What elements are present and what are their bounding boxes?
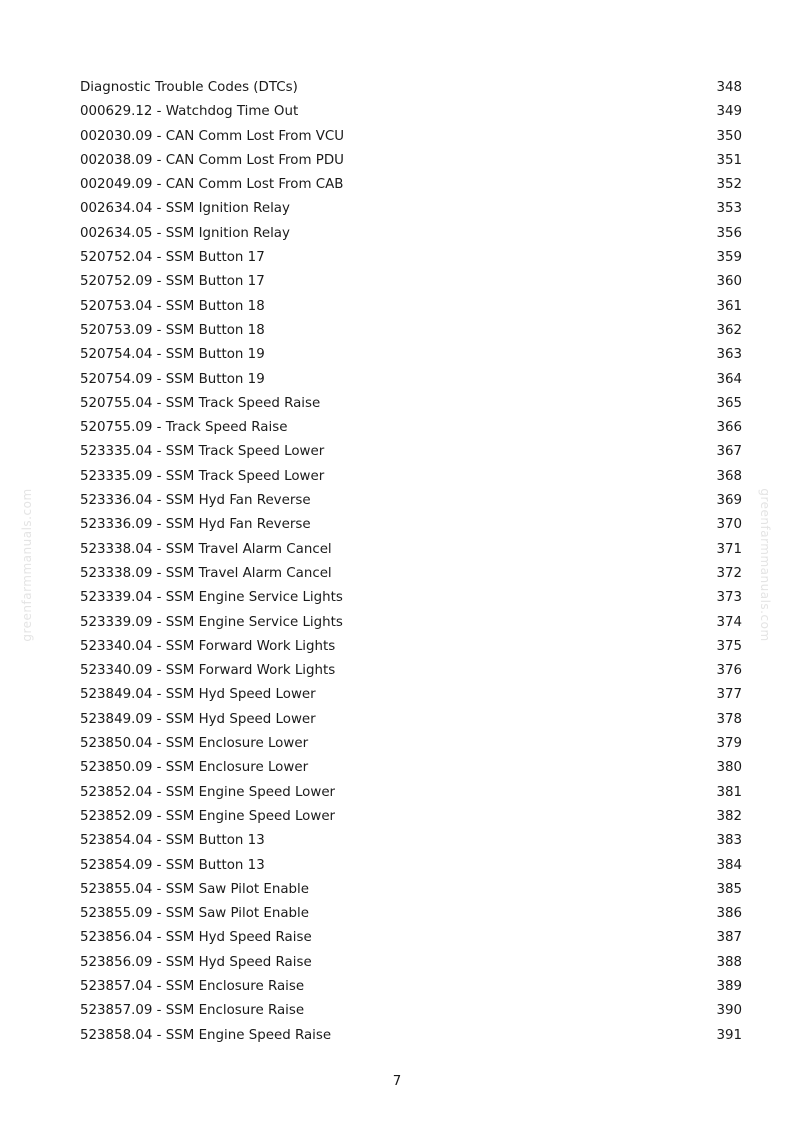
toc-entry-title: 523335.09 - SSM Track Speed Lower xyxy=(80,468,325,484)
toc-entry[interactable] xyxy=(80,343,742,367)
toc-entry[interactable] xyxy=(80,635,742,659)
toc-entry-title: 523854.09 - SSM Button 13 xyxy=(80,857,265,873)
toc-entry-page: 353 xyxy=(716,201,742,217)
toc-entry-page: 380 xyxy=(716,760,742,776)
toc-entry[interactable] xyxy=(80,465,742,489)
toc-entry-title: 520753.04 - SSM Button 18 xyxy=(80,298,265,314)
toc-entry[interactable] xyxy=(80,951,742,975)
toc-entry-page: 382 xyxy=(716,808,742,824)
toc-entry[interactable] xyxy=(80,125,742,149)
toc-entry-page: 381 xyxy=(716,784,742,800)
toc-entry[interactable] xyxy=(80,368,742,392)
toc-entry-title: 523340.04 - SSM Forward Work Lights xyxy=(80,638,336,654)
toc-entry-page: 383 xyxy=(716,833,742,849)
toc-entry-page: 377 xyxy=(716,687,742,703)
toc-entry-title: 002634.04 - SSM Ignition Relay xyxy=(80,201,290,217)
toc-entry[interactable] xyxy=(80,805,742,829)
toc-entry-page: 356 xyxy=(716,225,742,241)
toc-entry-page: 388 xyxy=(716,954,742,970)
toc-entry-title: 002038.09 - CAN Comm Lost From PDU xyxy=(80,152,344,168)
watermark-right: greenfarmmanuals.com xyxy=(758,488,772,642)
toc-entry-title: 523856.04 - SSM Hyd Speed Raise xyxy=(80,930,312,946)
toc-entry-title: 523855.09 - SSM Saw Pilot Enable xyxy=(80,906,310,922)
toc-entry[interactable] xyxy=(80,392,742,416)
toc-entry-title: 523852.09 - SSM Engine Speed Lower xyxy=(80,808,336,824)
toc-entry[interactable] xyxy=(80,76,742,100)
toc-entry-title: 523850.04 - SSM Enclosure Lower xyxy=(80,736,309,752)
toc-entry[interactable] xyxy=(80,513,742,537)
toc-entry[interactable] xyxy=(80,100,742,124)
toc-entry[interactable] xyxy=(80,708,742,732)
toc-entry-page: 369 xyxy=(716,493,742,509)
page-number: 7 xyxy=(392,1074,402,1089)
toc-entry-page: 364 xyxy=(716,371,742,387)
toc-entry-page: 386 xyxy=(716,906,742,922)
toc-entry-page: 348 xyxy=(716,80,742,95)
toc-entry[interactable] xyxy=(80,1024,742,1048)
toc-entry-page: 390 xyxy=(716,1003,742,1019)
toc-entry-page: 350 xyxy=(716,128,742,144)
toc-entry[interactable] xyxy=(80,659,742,683)
toc-entry[interactable] xyxy=(80,270,742,294)
toc-entry-title: 523849.04 - SSM Hyd Speed Lower xyxy=(80,687,316,703)
toc-entry-title: 523335.04 - SSM Track Speed Lower xyxy=(80,444,325,460)
toc-entry-title: 002049.09 - CAN Comm Lost From CAB xyxy=(80,177,344,193)
toc-entry-page: 375 xyxy=(716,638,742,654)
toc-entry-title: 520753.09 - SSM Button 18 xyxy=(80,322,265,338)
toc-entry-page: 387 xyxy=(716,930,742,946)
toc-entry-title: 520755.04 - SSM Track Speed Raise xyxy=(80,395,321,411)
toc-entry-title: 523340.09 - SSM Forward Work Lights xyxy=(80,663,336,679)
toc-entry-page: 368 xyxy=(716,468,742,484)
toc-entry-title: 520752.04 - SSM Button 17 xyxy=(80,250,265,266)
toc-entry[interactable] xyxy=(80,416,742,440)
toc-entry-title: 523339.04 - SSM Engine Service Lights xyxy=(80,590,343,606)
toc-entry[interactable] xyxy=(80,926,742,950)
watermark-left: greenfarmmanuals.com xyxy=(20,488,34,642)
toc-entry-page: 372 xyxy=(716,565,742,581)
toc-entry-title: 523849.09 - SSM Hyd Speed Lower xyxy=(80,711,316,727)
toc-entry-page: 366 xyxy=(716,420,742,436)
toc-entry-page: 385 xyxy=(716,881,742,897)
toc-entry[interactable] xyxy=(80,173,742,197)
toc-entry[interactable] xyxy=(80,878,742,902)
toc-entry-page: 376 xyxy=(716,663,742,679)
toc-entry-title: 523857.09 - SSM Enclosure Raise xyxy=(80,1003,305,1019)
toc-entry-title: 520754.09 - SSM Button 19 xyxy=(80,371,265,387)
toc-entry-title: 520755.09 - Track Speed Raise xyxy=(80,420,288,436)
toc-entry-page: 361 xyxy=(716,298,742,314)
toc-entry[interactable] xyxy=(80,756,742,780)
toc-entry[interactable] xyxy=(80,781,742,805)
toc-entry-title: 523338.04 - SSM Travel Alarm Cancel xyxy=(80,541,332,557)
toc-entry-title: 523336.09 - SSM Hyd Fan Reverse xyxy=(80,517,311,533)
toc-entry-page: 371 xyxy=(716,541,742,557)
toc-entry-page: 384 xyxy=(716,857,742,873)
toc-entry-title: 523856.09 - SSM Hyd Speed Raise xyxy=(80,954,312,970)
toc-entry-page: 351 xyxy=(716,152,742,168)
toc-entry[interactable] xyxy=(80,440,742,464)
toc-entry-title: 523857.04 - SSM Enclosure Raise xyxy=(80,978,305,994)
toc-entry-title: 523855.04 - SSM Saw Pilot Enable xyxy=(80,881,310,897)
toc-entry-title: 520752.09 - SSM Button 17 xyxy=(80,274,265,290)
toc-entry-page: 359 xyxy=(716,250,742,266)
toc-entry-title: Diagnostic Trouble Codes (DTCs) xyxy=(80,80,298,95)
toc-entry-page: 370 xyxy=(716,517,742,533)
toc-entry[interactable] xyxy=(80,999,742,1023)
toc-entry-title: 002030.09 - CAN Comm Lost From VCU xyxy=(80,128,345,144)
toc-entry[interactable] xyxy=(80,538,742,562)
toc-entry-title: 523858.04 - SSM Engine Speed Raise xyxy=(80,1027,332,1043)
toc-entry[interactable] xyxy=(80,683,742,707)
toc-entry-page: 374 xyxy=(716,614,742,630)
table-of-contents xyxy=(80,76,742,1048)
toc-entry-title: 523339.09 - SSM Engine Service Lights xyxy=(80,614,343,630)
toc-entry[interactable] xyxy=(80,222,742,246)
toc-entry[interactable] xyxy=(80,611,742,635)
toc-entry-title: 520754.04 - SSM Button 19 xyxy=(80,347,265,363)
toc-entry-title: 523850.09 - SSM Enclosure Lower xyxy=(80,760,309,776)
toc-entry[interactable] xyxy=(80,295,742,319)
toc-entry-title: 002634.05 - SSM Ignition Relay xyxy=(80,225,290,241)
toc-entry-page: 360 xyxy=(716,274,742,290)
toc-entry-page: 389 xyxy=(716,978,742,994)
toc-entry[interactable] xyxy=(80,319,742,343)
toc-entry-page: 362 xyxy=(716,322,742,338)
toc-entry-page: 373 xyxy=(716,590,742,606)
toc-entry[interactable] xyxy=(80,854,742,878)
toc-entry-title: 523338.09 - SSM Travel Alarm Cancel xyxy=(80,565,332,581)
toc-entry[interactable] xyxy=(80,489,742,513)
toc-entry-page: 391 xyxy=(716,1027,742,1043)
toc-entry[interactable] xyxy=(80,732,742,756)
toc-entry-title: 523854.04 - SSM Button 13 xyxy=(80,833,265,849)
toc-entry[interactable] xyxy=(80,149,742,173)
toc-entry-page: 349 xyxy=(716,104,742,120)
toc-entry-title: 523336.04 - SSM Hyd Fan Reverse xyxy=(80,493,311,509)
toc-entry-page: 352 xyxy=(716,177,742,193)
toc-entry-page: 378 xyxy=(716,711,742,727)
toc-entry[interactable] xyxy=(80,586,742,610)
toc-entry-title: 523852.04 - SSM Engine Speed Lower xyxy=(80,784,336,800)
toc-entry-page: 379 xyxy=(716,736,742,752)
toc-entry[interactable] xyxy=(80,562,742,586)
toc-entry[interactable] xyxy=(80,246,742,270)
toc-entry[interactable] xyxy=(80,975,742,999)
toc-entry-page: 365 xyxy=(716,395,742,411)
toc-entry-title: 000629.12 - Watchdog Time Out xyxy=(80,104,299,120)
toc-entry-page: 367 xyxy=(716,444,742,460)
toc-entry[interactable] xyxy=(80,829,742,853)
toc-entry[interactable] xyxy=(80,902,742,926)
toc-entry-page: 363 xyxy=(716,347,742,363)
toc-entry[interactable] xyxy=(80,197,742,221)
